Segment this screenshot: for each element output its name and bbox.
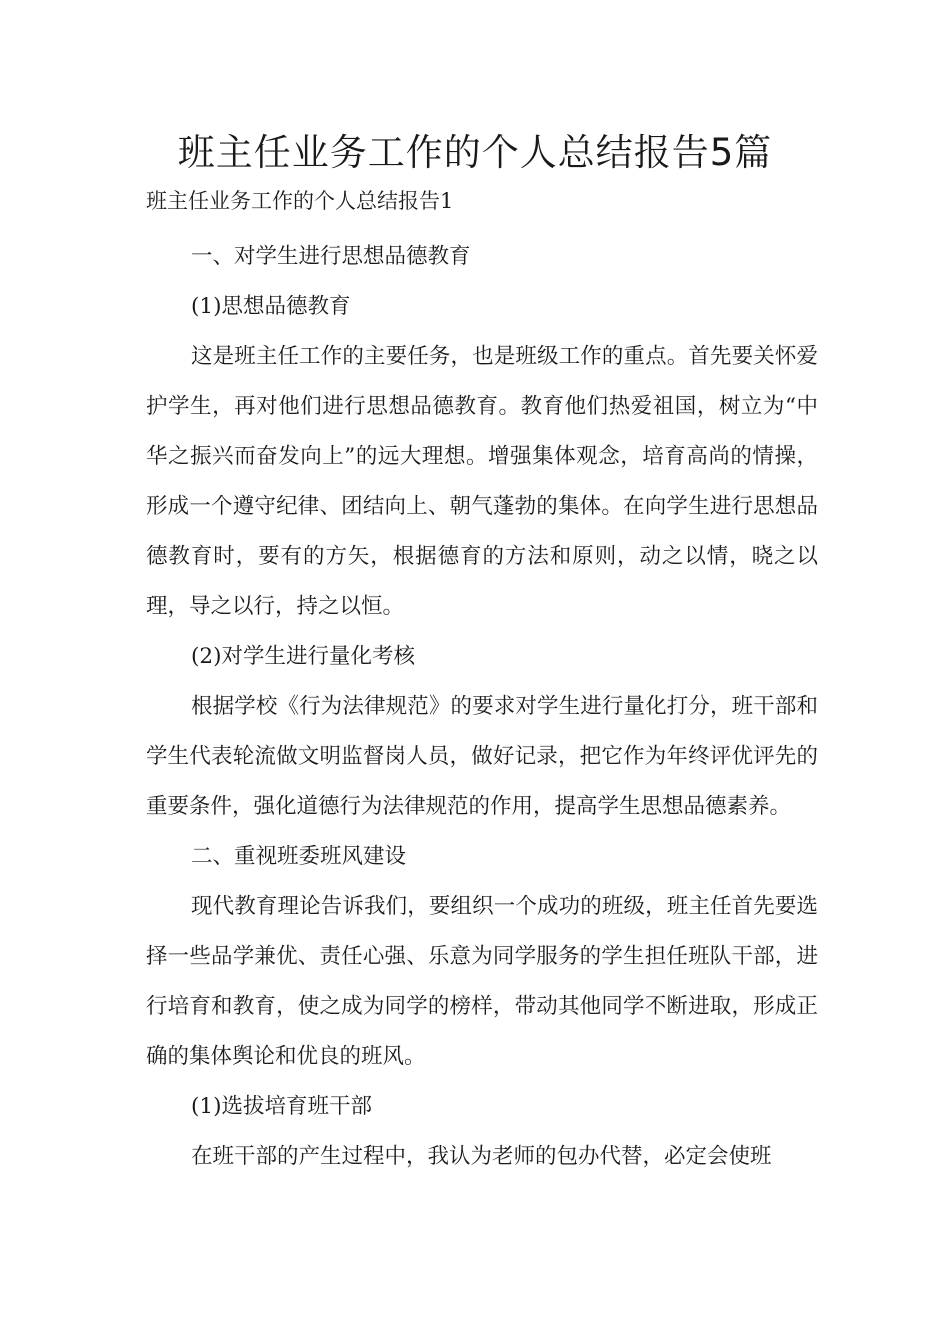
paragraph-3: 现代教育理论告诉我们，要组织一个成功的班级，班主任首先要选择一些品学兼优、责任心强、乐意为同学服务的学生担任班队干部，进行培育和教育，使之成为同学的榜样，带动其他同学不断进取，形成正确的集体舆论和优良的班风。 — [146, 894, 818, 1069]
section-heading-2: 二、重视班委班风建设 — [191, 844, 407, 869]
subsection-heading-1-1: (1)思想品德教育 — [191, 294, 351, 319]
paragraph-1: 这是班主任工作的主要任务，也是班级工作的重点。首先要关怀爱护学生，再对他们进行思想品德教育。教育他们热爱祖国，树立为“中华之振兴而奋发向上”的远大理想。增强集体观念，培育高尚的情操，形成一个遵守纪律、团结向上、朝气蓬勃的集体。在向学生进行思想品德教育时，要有的方矢，根据德育的方法和原则，动之以情，晓之以理，导之以行，持之以恒。 — [146, 344, 818, 619]
subsection-heading-2-1: (1)选拔培育班干部 — [191, 1094, 372, 1119]
document-subtitle: 班主任业务工作的个人总结报告1 — [146, 189, 454, 213]
document-body — [146, 232, 818, 1182]
document-title: 班主任业务工作的个人总结报告5篇 — [177, 131, 773, 174]
paragraph-2: 根据学校《行为法律规范》的要求对学生进行量化打分，班干部和学生代表轮流做文明监督岗人员，做好记录，把它作为年终评优评先的重要条件，强化道德行为法律规范的作用，提高学生思想品德素养。 — [146, 694, 818, 819]
subsection-heading-1-2: (2)对学生进行量化考核 — [191, 644, 415, 669]
section-heading-1: 一、对学生进行思想品德教育 — [191, 244, 471, 269]
paragraph-4: 在班干部的产生过程中，我认为老师的包办代替，必定会使班 — [191, 1144, 772, 1169]
